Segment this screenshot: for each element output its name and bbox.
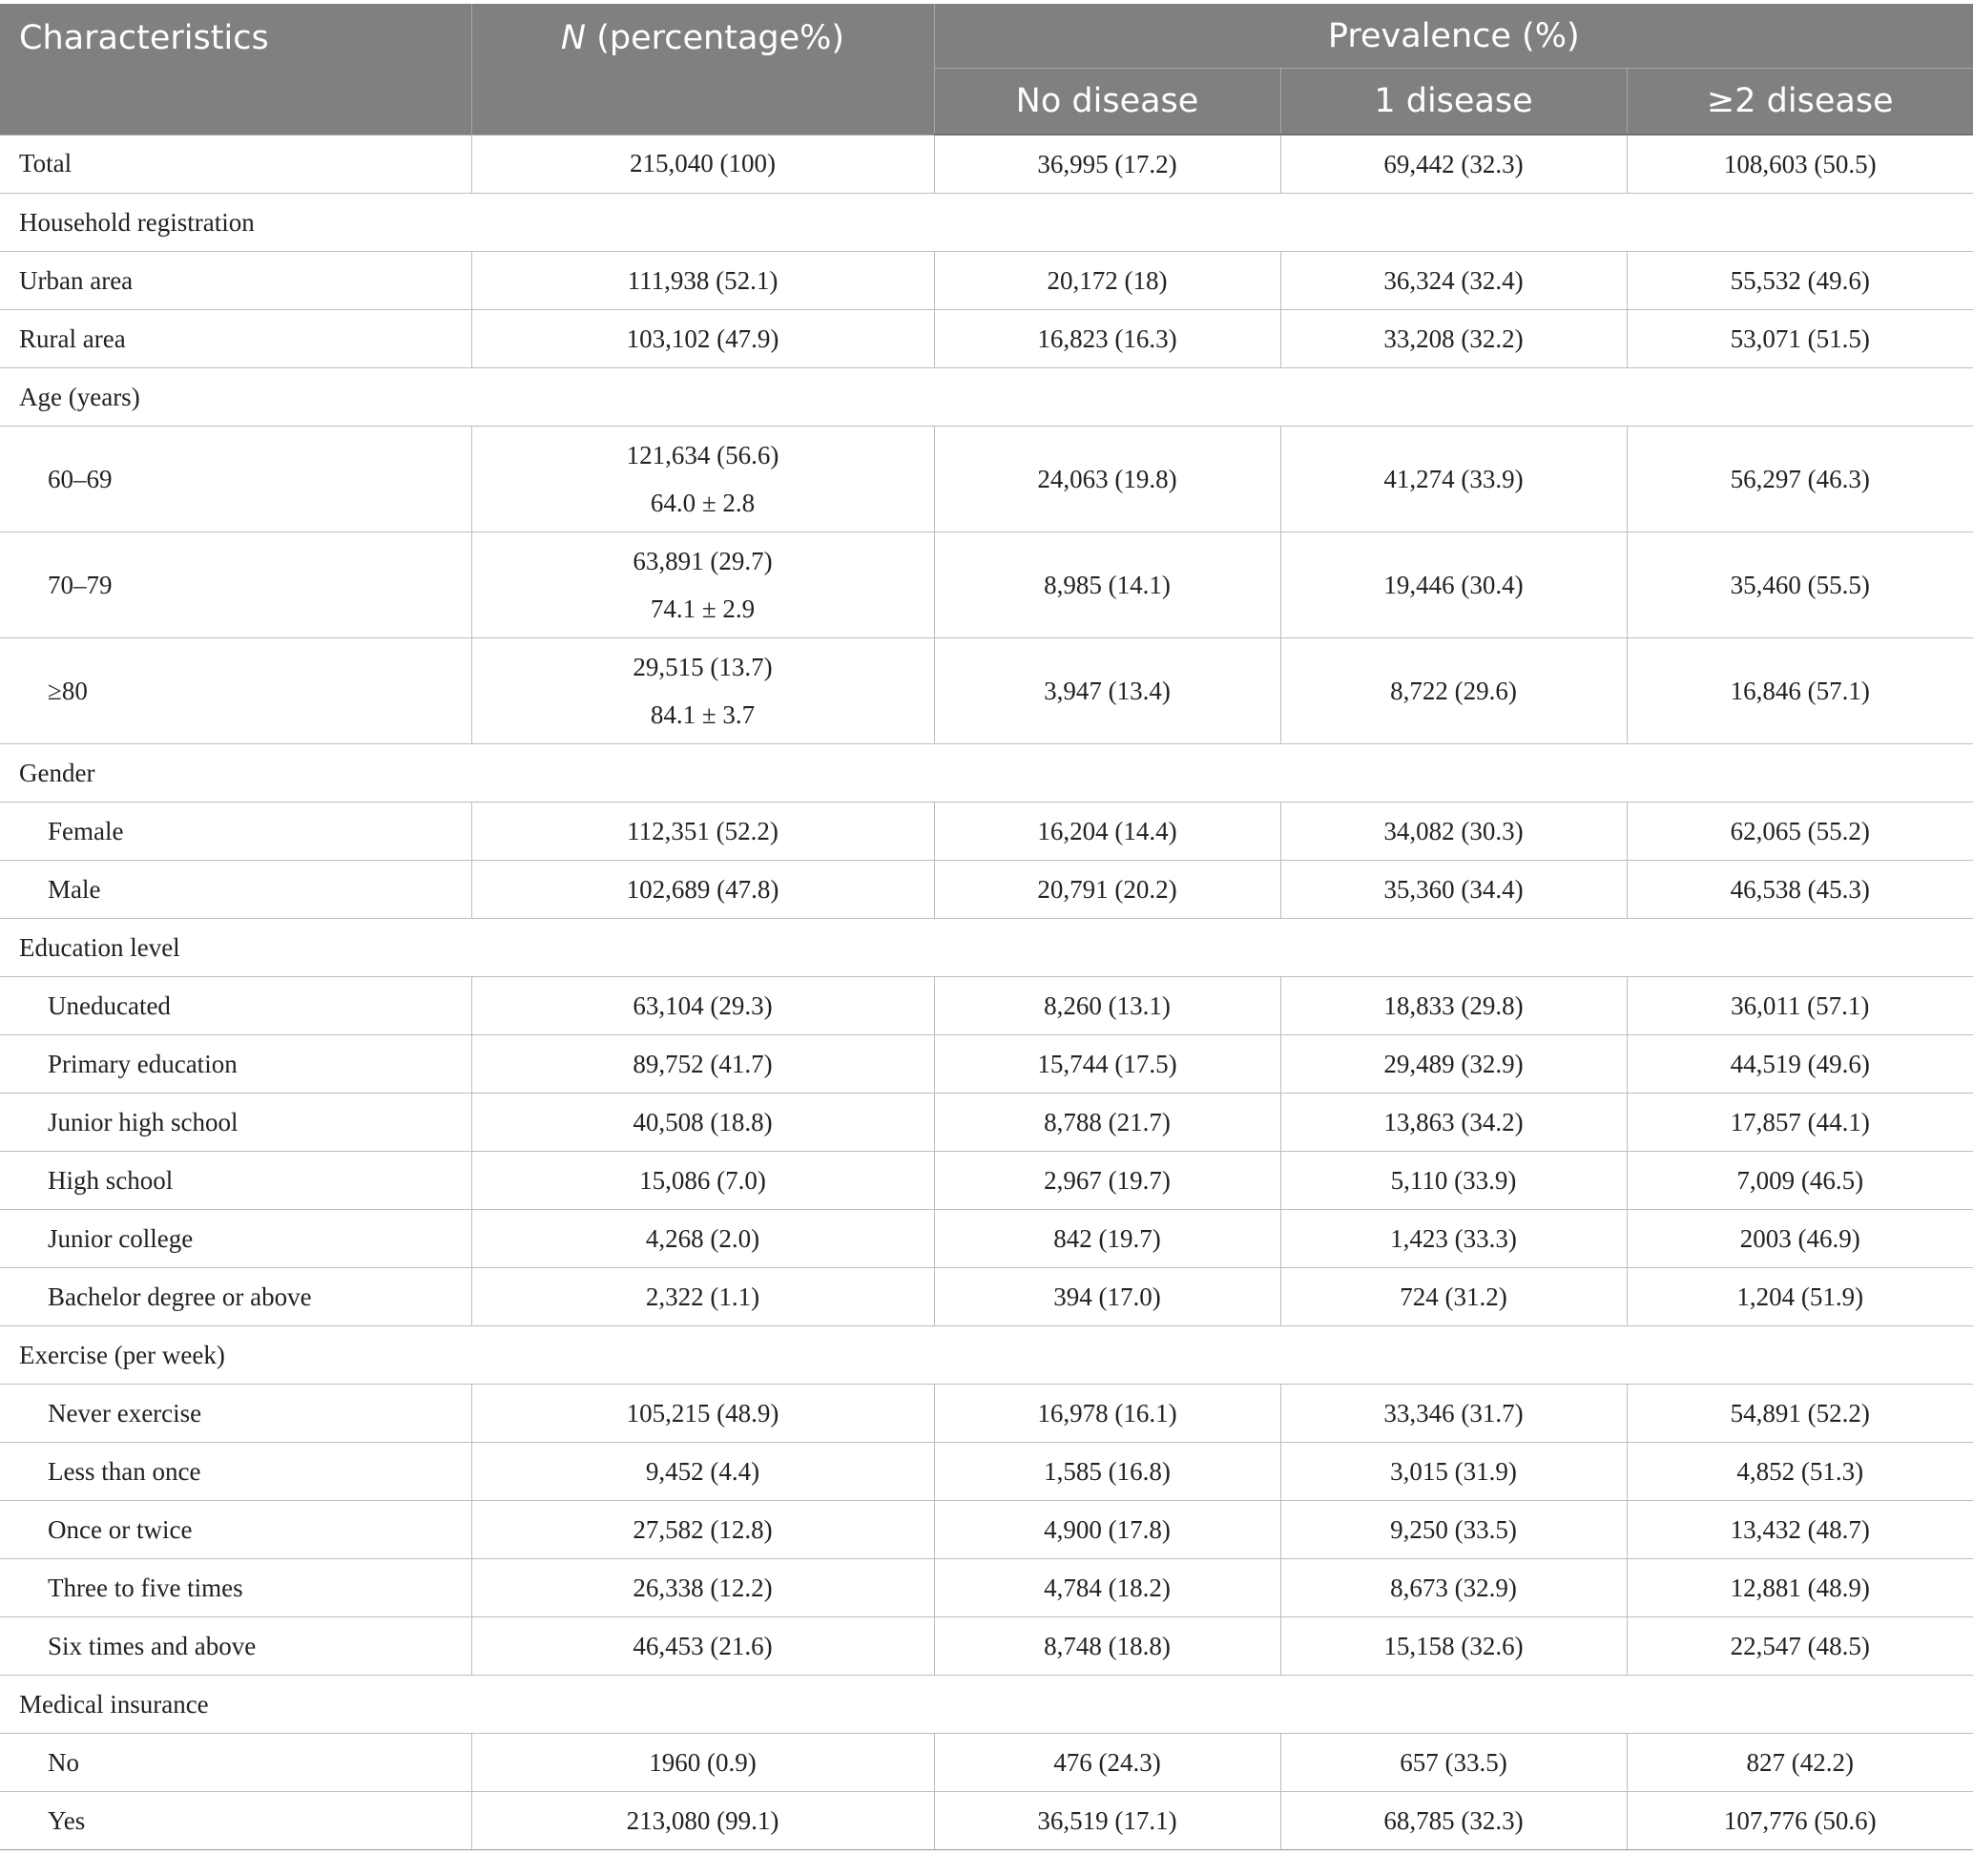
cell-one-disease: 8,673 (32.9) — [1280, 1559, 1627, 1617]
cell-two-plus-disease: 46,538 (45.3) — [1627, 861, 1973, 919]
table-row — [0, 1792, 1973, 1850]
section-row-age — [0, 368, 1973, 427]
row-label: Less than once — [0, 1443, 471, 1501]
cell-two-plus-disease: 36,011 (57.1) — [1627, 977, 1973, 1035]
cell-two-plus-disease: 62,065 (55.2) — [1627, 803, 1973, 861]
cell-no-disease: 8,985 (14.1) — [934, 532, 1280, 638]
row-label: High school — [0, 1152, 471, 1210]
cell-n: 111,938 (52.1) — [471, 252, 934, 310]
table-row — [0, 638, 1973, 744]
cell-one-disease: 1,423 (33.3) — [1280, 1210, 1627, 1268]
cell-n-mean: 64.0 ± 2.8 — [650, 489, 756, 517]
row-label: Uneducated — [0, 977, 471, 1035]
cell-one-disease: 41,274 (33.9) — [1280, 427, 1627, 532]
cell-two-plus-disease: 55,532 (49.6) — [1627, 252, 1973, 310]
cell-no-disease: 842 (19.7) — [934, 1210, 1280, 1268]
cell-two-plus-disease: 16,846 (57.1) — [1627, 638, 1973, 744]
section-row-insurance — [0, 1676, 1973, 1734]
cell-no-disease: 3,947 (13.4) — [934, 638, 1280, 744]
cell-one-disease: 68,785 (32.3) — [1280, 1792, 1627, 1850]
section-row-exercise — [0, 1326, 1973, 1385]
cell-no-disease: 476 (24.3) — [934, 1734, 1280, 1792]
cell-n: 15,086 (7.0) — [471, 1152, 934, 1210]
cell-no-disease: 1,585 (16.8) — [934, 1443, 1280, 1501]
cell-two-plus-disease: 107,776 (50.6) — [1627, 1792, 1973, 1850]
cell-n-mean: 74.1 ± 2.9 — [650, 594, 756, 623]
cell-no-disease: 20,791 (20.2) — [934, 861, 1280, 919]
table-row — [0, 977, 1973, 1035]
header-prevalence: Prevalence (%) — [934, 4, 1973, 69]
cell-two-plus-disease: 22,547 (48.5) — [1627, 1617, 1973, 1676]
cell-two-plus-disease: 56,297 (46.3) — [1627, 427, 1973, 532]
cell-two-plus-disease: 108,603 (50.5) — [1627, 135, 1973, 194]
cell-no-disease: 36,995 (17.2) — [934, 135, 1280, 194]
cell-n: 215,040 (100) — [471, 135, 934, 194]
cell-no-disease: 15,744 (17.5) — [934, 1035, 1280, 1094]
cell-no-disease: 24,063 (19.8) — [934, 427, 1280, 532]
cell-n: 9,452 (4.4) — [471, 1443, 934, 1501]
row-label: Primary education — [0, 1035, 471, 1094]
row-label: Yes — [0, 1792, 471, 1850]
row-label: Female — [0, 803, 471, 861]
table-row — [0, 427, 1973, 532]
row-label: Junior college — [0, 1210, 471, 1268]
table-row — [0, 1501, 1973, 1559]
cell-n: 2,322 (1.1) — [471, 1268, 934, 1326]
section-label: Education level — [0, 919, 1973, 977]
table-body — [0, 135, 1973, 1850]
cell-one-disease: 15,158 (32.6) — [1280, 1617, 1627, 1676]
cell-n: 1960 (0.9) — [471, 1734, 934, 1792]
row-label: 60–69 — [0, 427, 471, 532]
cell-two-plus-disease: 4,852 (51.3) — [1627, 1443, 1973, 1501]
cell-no-disease: 8,748 (18.8) — [934, 1617, 1280, 1676]
cell-no-disease: 16,204 (14.4) — [934, 803, 1280, 861]
cell-n: 40,508 (18.8) — [471, 1094, 934, 1152]
cell-two-plus-disease: 12,881 (48.9) — [1627, 1559, 1973, 1617]
cell-n-count: 121,634 (56.6) — [626, 441, 779, 469]
row-label: Urban area — [0, 252, 471, 310]
cell-n-mean: 84.1 ± 3.7 — [650, 700, 756, 729]
cell-two-plus-disease: 7,009 (46.5) — [1627, 1152, 1973, 1210]
cell-n-count: 29,515 (13.7) — [633, 653, 773, 681]
row-label: ≥80 — [0, 638, 471, 744]
cell-no-disease: 8,788 (21.7) — [934, 1094, 1280, 1152]
cell-n: 46,453 (21.6) — [471, 1617, 934, 1676]
cell-two-plus-disease: 53,071 (51.5) — [1627, 310, 1973, 368]
cell-no-disease: 20,172 (18) — [934, 252, 1280, 310]
cell-one-disease: 34,082 (30.3) — [1280, 803, 1627, 861]
section-row-household — [0, 194, 1973, 252]
cell-one-disease: 3,015 (31.9) — [1280, 1443, 1627, 1501]
table-row — [0, 1559, 1973, 1617]
table-row — [0, 310, 1973, 368]
cell-n: 213,080 (99.1) — [471, 1792, 934, 1850]
cell-two-plus-disease: 17,857 (44.1) — [1627, 1094, 1973, 1152]
section-label: Household registration — [0, 194, 1973, 252]
cell-no-disease: 394 (17.0) — [934, 1268, 1280, 1326]
table-row — [0, 532, 1973, 638]
cell-n: 26,338 (12.2) — [471, 1559, 934, 1617]
cell-one-disease: 18,833 (29.8) — [1280, 977, 1627, 1035]
cell-one-disease: 8,722 (29.6) — [1280, 638, 1627, 744]
table-row — [0, 1210, 1973, 1268]
cell-one-disease: 9,250 (33.5) — [1280, 1501, 1627, 1559]
row-label: Total — [0, 135, 471, 194]
cell-one-disease: 33,208 (32.2) — [1280, 310, 1627, 368]
section-label: Medical insurance — [0, 1676, 1973, 1734]
cell-n: 112,351 (52.2) — [471, 803, 934, 861]
cell-n — [471, 638, 934, 744]
row-label: No — [0, 1734, 471, 1792]
header-row — [0, 4, 1973, 69]
section-label: Gender — [0, 744, 1973, 803]
cell-n-count: 63,891 (29.7) — [633, 547, 773, 575]
header-no-disease: No disease — [934, 69, 1280, 135]
cell-one-disease: 19,446 (30.4) — [1280, 532, 1627, 638]
row-label: Three to five times — [0, 1559, 471, 1617]
header-one-disease: 1 disease — [1280, 69, 1627, 135]
header-n-italic: N — [560, 19, 587, 57]
cell-n: 105,215 (48.9) — [471, 1385, 934, 1443]
table-row — [0, 1268, 1973, 1326]
cell-two-plus-disease: 2003 (46.9) — [1627, 1210, 1973, 1268]
cell-n: 27,582 (12.8) — [471, 1501, 934, 1559]
cell-one-disease: 13,863 (34.2) — [1280, 1094, 1627, 1152]
cell-no-disease: 16,978 (16.1) — [934, 1385, 1280, 1443]
cell-n: 89,752 (41.7) — [471, 1035, 934, 1094]
table-row — [0, 861, 1973, 919]
cell-no-disease: 36,519 (17.1) — [934, 1792, 1280, 1850]
table-row — [0, 1385, 1973, 1443]
table-row — [0, 1734, 1973, 1792]
cell-no-disease: 2,967 (19.7) — [934, 1152, 1280, 1210]
cell-two-plus-disease: 54,891 (52.2) — [1627, 1385, 1973, 1443]
row-label: Junior high school — [0, 1094, 471, 1152]
table-row-total — [0, 135, 1973, 194]
cell-n — [471, 427, 934, 532]
cell-one-disease: 724 (31.2) — [1280, 1268, 1627, 1326]
cell-n — [471, 532, 934, 638]
cell-one-disease: 29,489 (32.9) — [1280, 1035, 1627, 1094]
cell-no-disease: 16,823 (16.3) — [934, 310, 1280, 368]
table-row — [0, 1094, 1973, 1152]
cell-two-plus-disease: 827 (42.2) — [1627, 1734, 1973, 1792]
section-label: Age (years) — [0, 368, 1973, 427]
cell-one-disease: 657 (33.5) — [1280, 1734, 1627, 1792]
table-row — [0, 252, 1973, 310]
cell-two-plus-disease: 35,460 (55.5) — [1627, 532, 1973, 638]
table-row — [0, 1035, 1973, 1094]
row-label: Bachelor degree or above — [0, 1268, 471, 1326]
cell-one-disease: 35,360 (34.4) — [1280, 861, 1627, 919]
cell-two-plus-disease: 1,204 (51.9) — [1627, 1268, 1973, 1326]
row-label: Once or twice — [0, 1501, 471, 1559]
row-label: 70–79 — [0, 532, 471, 638]
header-n-rest: (percentage%) — [586, 19, 845, 57]
cell-n: 102,689 (47.8) — [471, 861, 934, 919]
cell-n: 63,104 (29.3) — [471, 977, 934, 1035]
cell-one-disease: 5,110 (33.9) — [1280, 1152, 1627, 1210]
cell-n: 103,102 (47.9) — [471, 310, 934, 368]
section-row-education — [0, 919, 1973, 977]
cell-two-plus-disease: 44,519 (49.6) — [1627, 1035, 1973, 1094]
cell-n: 4,268 (2.0) — [471, 1210, 934, 1268]
header-n-percentage — [471, 4, 934, 135]
cell-no-disease: 8,260 (13.1) — [934, 977, 1280, 1035]
row-label: Six times and above — [0, 1617, 471, 1676]
table-row — [0, 1443, 1973, 1501]
section-row-gender — [0, 744, 1973, 803]
table-header — [0, 4, 1973, 135]
cell-no-disease: 4,784 (18.2) — [934, 1559, 1280, 1617]
header-two-plus-disease: ≥2 disease — [1627, 69, 1973, 135]
row-label: Never exercise — [0, 1385, 471, 1443]
table-row — [0, 1617, 1973, 1676]
table-row — [0, 803, 1973, 861]
characteristics-table — [0, 4, 1973, 1850]
cell-no-disease: 4,900 (17.8) — [934, 1501, 1280, 1559]
row-label: Male — [0, 861, 471, 919]
cell-one-disease: 36,324 (32.4) — [1280, 252, 1627, 310]
header-characteristics: Characteristics — [0, 4, 471, 135]
cell-one-disease: 69,442 (32.3) — [1280, 135, 1627, 194]
section-label: Exercise (per week) — [0, 1326, 1973, 1385]
cell-two-plus-disease: 13,432 (48.7) — [1627, 1501, 1973, 1559]
cell-one-disease: 33,346 (31.7) — [1280, 1385, 1627, 1443]
row-label: Rural area — [0, 310, 471, 368]
table-row — [0, 1152, 1973, 1210]
